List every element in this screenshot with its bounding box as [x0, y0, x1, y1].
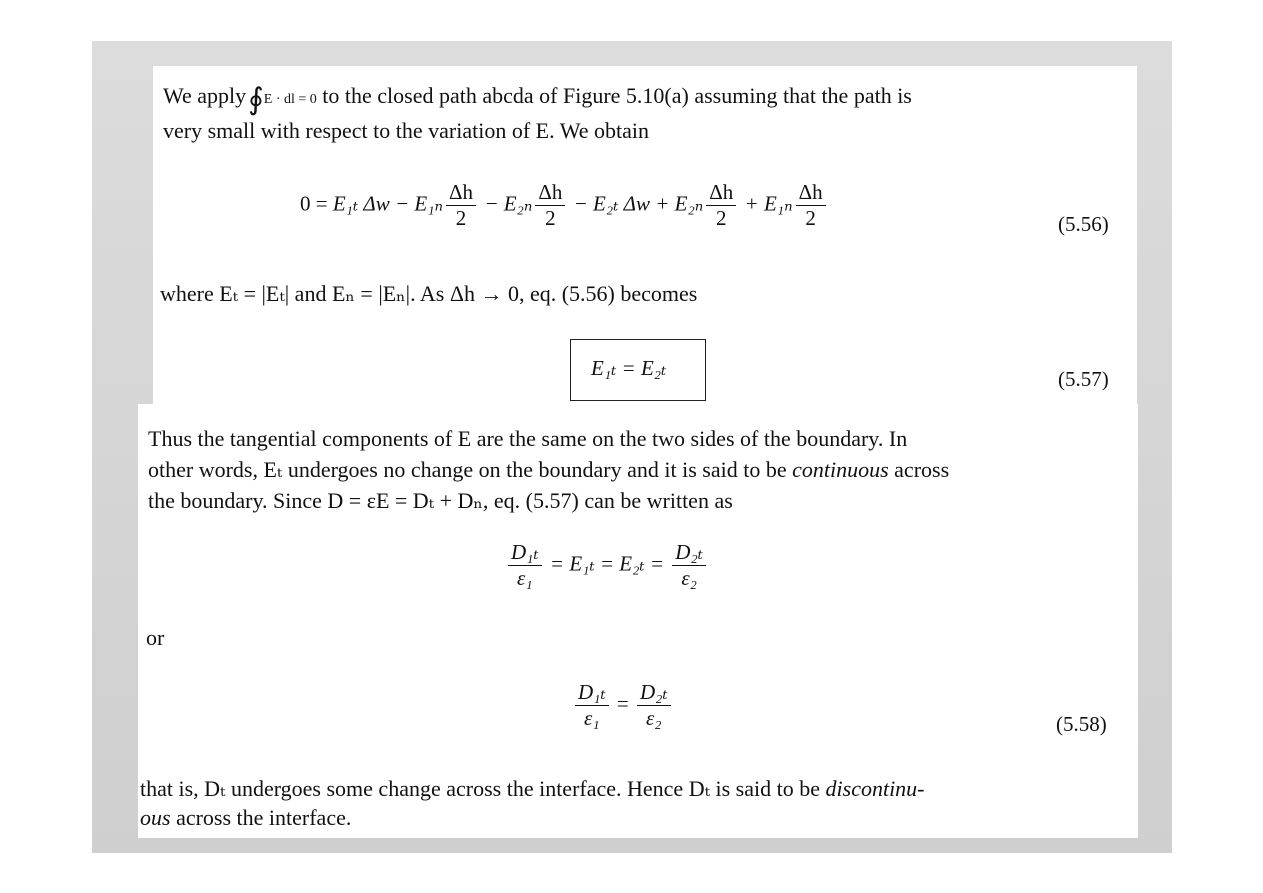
- eq556-minus-e2t: − E₂ₜ Δw + E₂ₙ: [573, 191, 704, 216]
- equation-5-58: [572, 680, 674, 731]
- para3-line2: other words, Eₜ undergoes no change on the boundary and it is said to be continuous across: [148, 457, 950, 482]
- para1-lead: We apply: [163, 83, 247, 108]
- eqmid-frac-2: $\frac{\text{D₂ₜ}}{\text{ε₂}}$: [672, 540, 706, 591]
- para3-line1: Thus the tangential components of E are the same on the two sides of the boundary. In: [148, 426, 908, 451]
- eq558-frac-2: $\frac{\text{D₂ₜ}}{\text{ε₂}}$: [637, 680, 671, 731]
- eq556-frac-1: $\frac{\Delta h}{2}$: [446, 180, 476, 231]
- para3-line3: the boundary. Since D = εE = Dₜ + Dₙ, eq. (5.57) can be written as: [148, 488, 733, 513]
- equation-number-5-58: (5.58): [1056, 712, 1107, 736]
- eq556-term1: E₁ₜ Δw − E₁ₙ: [332, 191, 444, 216]
- equation-5-56: [300, 180, 829, 231]
- equation-number-5-57: (5.57): [1058, 367, 1109, 391]
- eq556-lhs: 0 =: [300, 191, 328, 216]
- eq556-plus-e1n: + E₁ₙ: [744, 191, 793, 216]
- eqmid-frac-1: $\frac{\text{D₁ₜ}}{\text{ε₁}}$: [508, 540, 542, 591]
- equation-d-over-epsilon: [505, 540, 709, 591]
- para1-line2: very small with respect to the variation of E. We obtain: [163, 118, 649, 143]
- para4-line1: that is, Dₜ undergoes some change across the interface. Hence Dₜ is said to be discontinu-: [140, 776, 925, 801]
- eq558-frac-1: $\frac{\text{D₁ₜ}}{\text{ε₁}}$: [575, 680, 609, 731]
- eq556-frac-3: $\frac{\Delta h}{2}$: [706, 180, 736, 231]
- para4-emphasis-discontinuous: discontinu-: [825, 776, 925, 801]
- integral-expression: E · dl = 0: [263, 92, 317, 107]
- eq557-expr: E₁ₜ = E₂ₜ: [591, 356, 667, 380]
- para2: where Eₜ = |Eₜ| and Eₙ = |Eₙ|. As Δh → 0, eq. (5.56) becomes: [160, 281, 698, 306]
- eq556-frac-2: $\frac{\Delta h}{2}$: [535, 180, 565, 231]
- or-label: or: [146, 625, 165, 650]
- para1-line1: We apply∮E · dl = 0 to the closed path abcda of Figure 5.10(a) assuming that the path is: [163, 83, 912, 116]
- para3-emphasis-continuous: continuous: [792, 457, 889, 482]
- para4-line2: ous across the interface.: [140, 805, 352, 830]
- eq558-equals: =: [616, 691, 629, 716]
- eq556-frac-4: $\frac{\Delta h}{2}$: [796, 180, 826, 231]
- eq556-minus-e2n: − E₂ₙ: [484, 191, 533, 216]
- para1-tail: to the closed path abcda of Figure 5.10(a) assuming that the path is: [322, 83, 912, 108]
- eqmid-middle: = E₁ₜ = E₂ₜ =: [549, 551, 665, 576]
- equation-5-57-box: [570, 339, 706, 401]
- equation-number-5-56: (5.56): [1058, 212, 1109, 236]
